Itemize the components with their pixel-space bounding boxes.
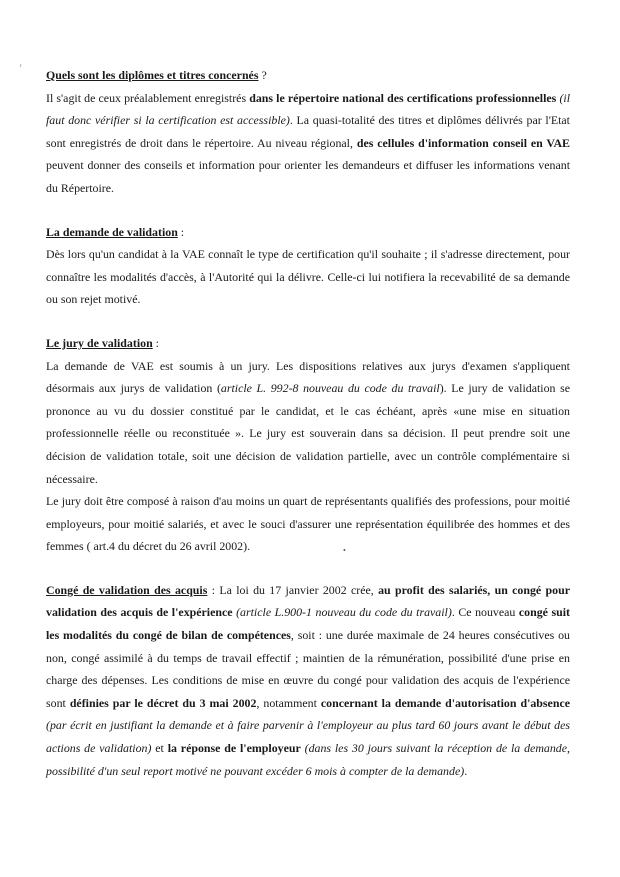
paragraph: La demande de VAE est soumis à un jury. Les dispositions relatives aux jurys d'examen s'appliquent désormais aux jurys de validation (article L. 992-8 nouveau du code du travail). Le jury de validation se prononce au vu du dossier constitué par le candidat, et le cas échéant, après «une mise en situation professionnelle réelle ou reconstituée ». Le jury est souverain dans sa décision. Il peut prendre soit une décision de validation totale, soit une décision de validation partielle, avec un contrôle complémentaire si nécessaire. — [46, 358, 571, 486]
section-jury — [46, 332, 570, 558]
section-heading: Le jury de validation : — [46, 335, 159, 350]
section-conge — [46, 579, 570, 782]
scan-speck: ᵗ — [20, 62, 22, 71]
scan-speck: • — [343, 546, 346, 555]
section-heading: La demande de validation : — [46, 224, 185, 239]
section-diplomes — [46, 64, 570, 200]
paragraph: Le jury doit être composé à raison d'au moins un quart de représentants qualifiés des professions, pour moitié employeurs, pour moitié salariés, et avec le souci d'assurer une représentation équilibrée des hommes et des femmes ( art.4 du décret du 26 avril 2002). — [46, 494, 570, 554]
section-heading: Quels sont les diplômes et titres concernés ? — [46, 68, 267, 82]
paragraph: Congé de validation des acquis : La loi du 17 janvier 2002 crée, au profit des salariés, un congé pour validation des acquis de l'expérience (article L.900-1 nouveau du code du travail). Ce nouveau congé suit les modalités du congé de bilan de compétences, soit : une durée maximale de 24 heures consécutives ou non, congé assimilé à du temps de travail effectif ; maintien de la rémunération, possibilité d'une prise en charge des dépenses. Les conditions de mise en œuvre du congé pour validation des acquis de l'expérience sont définies par le décret du 3 mai 2002, notamment concernant la demande d'autorisation d'absence (par écrit en justifiant la demande et à faire parvenir à l'employeur au plus tard 60 jours avant le début des actions de validation) et la réponse de l'employeur (dans les 30 jours suivant la réception de la demande, possibilité d'un seul report motivé ne pouvant excéder 6 mois à compter de la demande). — [46, 582, 570, 778]
paragraph: Il s'agit de ceux préalablement enregistrés dans le répertoire national des certifications professionnelles (il faut donc vérifier si la certification est accessible). La quasi-totalité des titres et diplômes délivrés par l'Etat sont enregistrés de droit dans le répertoire. Au niveau régional, des cellules d'information conseil en VAE peuvent donner des conseils et information pour orienter les demandeurs et diffuser les informations venant du Répertoire. — [46, 90, 571, 195]
section-demande — [46, 221, 570, 311]
paragraph: Dès lors qu'un candidat à la VAE connaît le type de certification qu'il souhaite ; il s'adresse directement, pour connaître les modalités d'accès, à l'Autorité qui la délivre. Celle-ci lui notifiera la recevabilité de sa demande ou son rejet motivé. — [46, 247, 570, 307]
document-page — [46, 64, 570, 782]
section-heading: Congé de validation des acquis — [46, 582, 208, 597]
